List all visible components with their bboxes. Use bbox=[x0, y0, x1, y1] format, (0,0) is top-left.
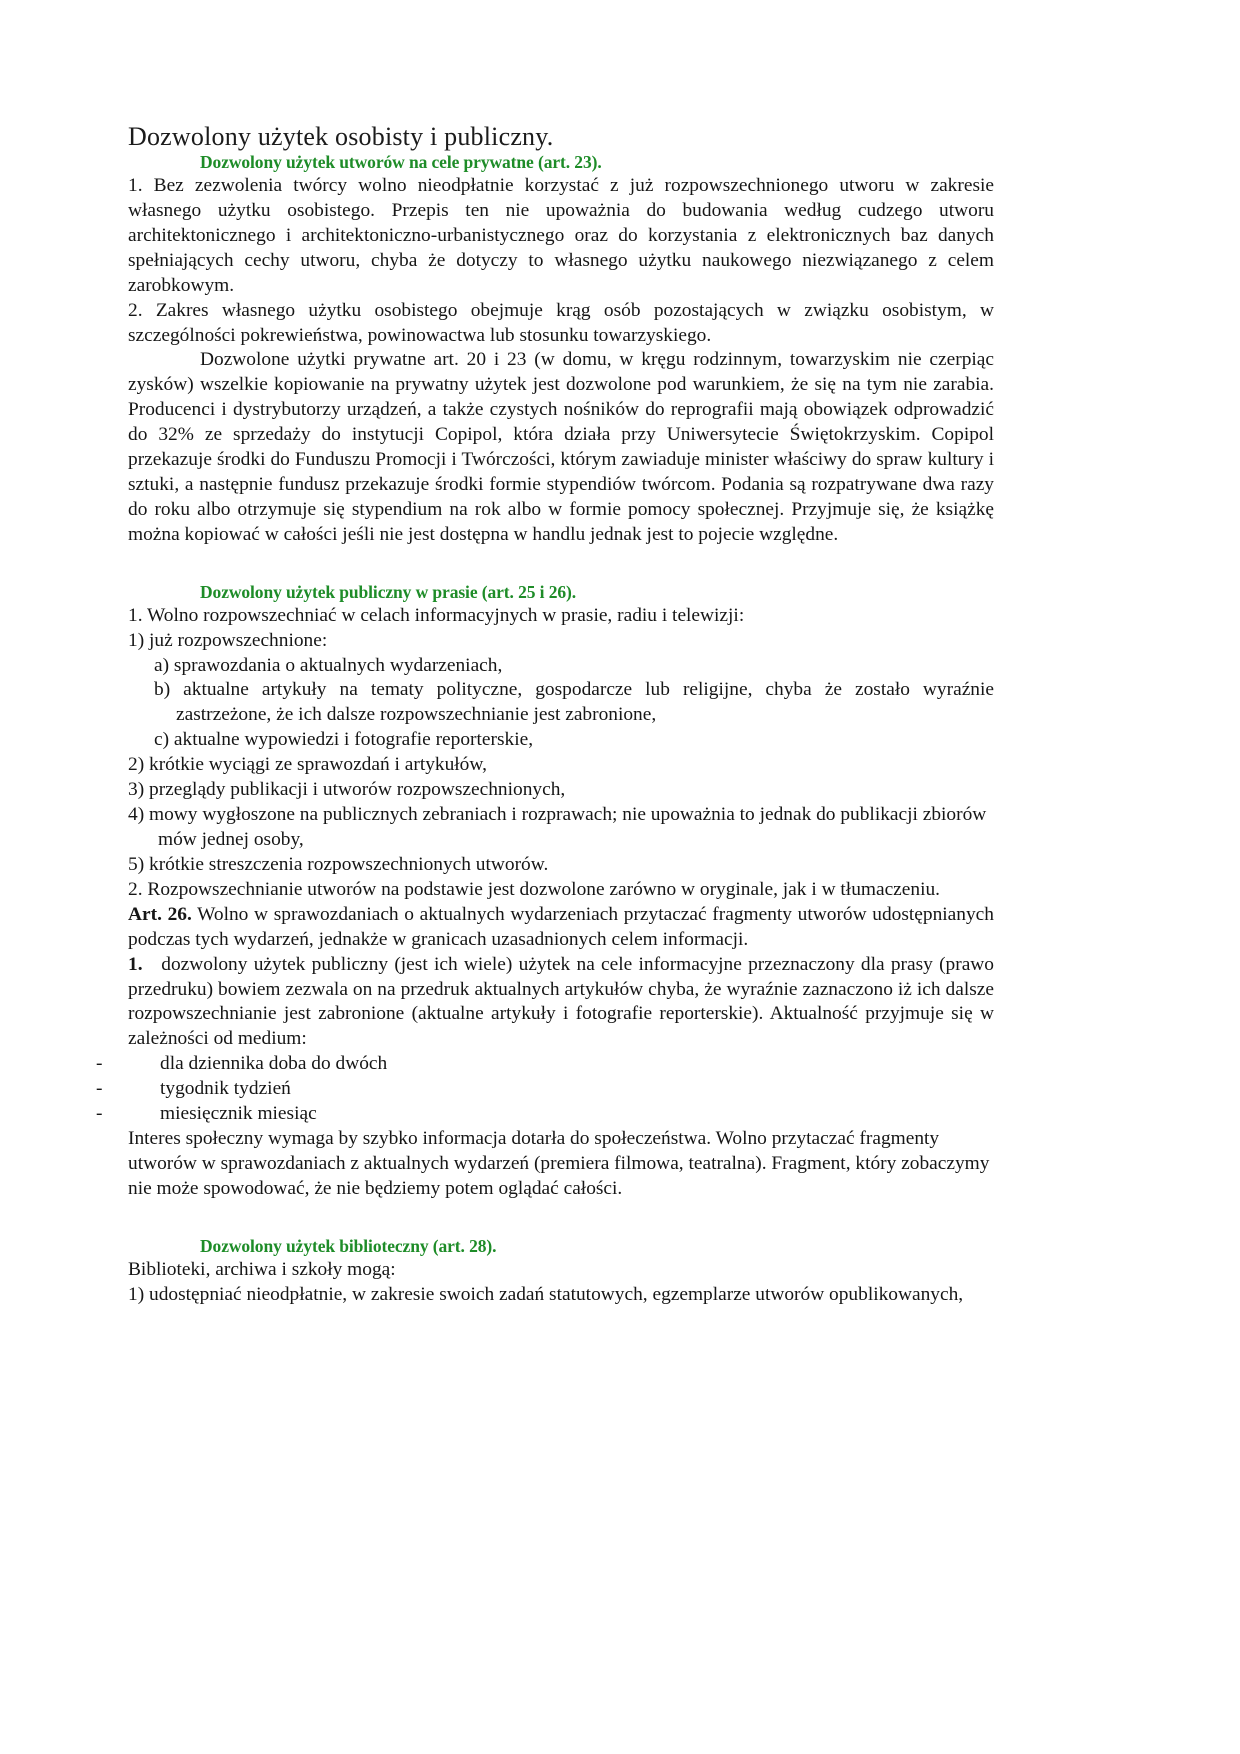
list-item: 4) mowy wygłoszone na publicznych zebraniach i rozprawach; nie upoważnia to jednak do publikacji zbiorów mów jednej osoby, bbox=[128, 804, 987, 850]
section-heading-library-use: Dozwolony użytek biblioteczny (art. 28). bbox=[200, 1235, 497, 1256]
paragraph-library-intro: Biblioteki, archiwa i szkoły mogą: bbox=[128, 1258, 396, 1280]
paragraph-art23-1: 1. Bez zezwolenia twórcy wolno nieodpłatnie korzystać z już rozpowszechnionego utworu w zakresie własnego użytku osobistego. Przepis ten nie upoważnia do budowania według cudzego utworu architektonicznego i architektoniczno-urbanistycznego oraz do korzystania z elektronicznych baz danych spełniających cechy utworu, chyba że dotyczy to własnego użytku naukowego niezwiązanego z celem zarobkowym. bbox=[128, 174, 994, 296]
dash-item-label: dla dziennika doba do dwóch bbox=[160, 1053, 388, 1075]
list-item: c) aktualne wypowiedzi i fotografie reporterskie, bbox=[154, 729, 534, 751]
dash-bullet-icon: - bbox=[96, 1103, 103, 1125]
dash-list-item bbox=[96, 1052, 994, 1077]
section-heading-private-use: Dozwolony użytek utworów na cele prywatne (art. 23). bbox=[200, 152, 602, 173]
page-title: Dozwolony użytek osobisty i publiczny. bbox=[128, 122, 554, 151]
dash-list-item bbox=[96, 1102, 994, 1127]
dash-bullet-icon: - bbox=[96, 1053, 103, 1075]
paragraph-press-intro: 1. Wolno rozpowszechniać w celach informacyjnych w prasie, radiu i telewizji: bbox=[128, 604, 745, 626]
document-content bbox=[96, 122, 995, 1308]
point1-text: dozwolony użytek publiczny (jest ich wiele) użytek na cele informacyjne przeznaczony dla prasy (prawo przedruku) bowiem zezwala on na przedruk aktualnych artykułów chyba, że wyraźnie zaznaczono iż ich dalsze rozpowszechnianie jest zabronione (aktualne artykuły i fotografie reporterskie). Aktualność przyjmuje się w zależności od medium: bbox=[128, 953, 995, 1050]
paragraph-art23-2: 2. Zakres własnego użytku osobistego obejmuje krąg osób pozostających w związku osobistym, w szczególności pokrewieństwa, powinowactwa lub stosunku towarzyskiego. bbox=[128, 299, 994, 346]
paragraph-art26 bbox=[128, 903, 994, 953]
paragraph-press-point2: 2. Rozpowszechnianie utworów na podstawie jest dozwolone zarówno w oryginale, jak i w tłumaczeniu. bbox=[128, 878, 941, 900]
list-item: b) aktualne artykuły na tematy polityczne, gospodarcze lub religijne, chyba że zostało wyraźnie zastrzeżone, że ich dalsze rozpowszechnianie jest zabronione, bbox=[154, 679, 994, 726]
paragraph-library-item-1: 1) udostępniać nieodpłatnie, w zakresie swoich zadań statutowych, egzemplarze utworów opublikowanych, bbox=[128, 1283, 964, 1305]
section-heading-press-use: Dozwolony użytek publiczny w prasie (art. 25 i 26). bbox=[200, 581, 576, 602]
paragraph-point1 bbox=[128, 953, 994, 1053]
list-item: 3) przeglądy publikacji i utworów rozpowszechnionych, bbox=[128, 779, 566, 801]
paragraph-press-closing: Interes społeczny wymaga by szybko informacja dotarła do społeczeństwa. Wolno przytaczać fragmenty utworów w sprawozdaniach z aktualnych wydarzeń (premiera filmowa, teatralna). Fragment, który zobaczymy nie może spowodować, że nie będziemy potem oglądać całości. bbox=[128, 1128, 990, 1199]
art26-text: Wolno w sprawozdaniach o aktualnych wydarzeniach przytaczać fragmenty utworów udostępnianych podczas tych wydarzeń, jednakże w granicach uzasadnionych celem informacji. bbox=[128, 903, 994, 950]
list-item: 2) krótkie wyciągi ze sprawozdań i artykułów, bbox=[128, 754, 487, 776]
dash-bullet-icon: - bbox=[96, 1078, 103, 1100]
list-item: a) sprawozdania o aktualnych wydarzeniach, bbox=[154, 654, 503, 676]
dash-list-item bbox=[96, 1077, 994, 1102]
dash-item-label: tygodnik tydzień bbox=[160, 1078, 291, 1100]
art26-label: Art. 26. bbox=[128, 903, 192, 925]
point1-label: 1. bbox=[128, 953, 143, 975]
spacer bbox=[128, 1202, 994, 1236]
list-item: 5) krótkie streszczenia rozpowszechnionych utworów. bbox=[128, 853, 549, 875]
paragraph-private-use-commentary: Dozwolone użytki prywatne art. 20 i 23 (w domu, w kręgu rodzinnym, towarzyskim nie czerpiąc zysków) wszelkie kopiowanie na prywatny użytek jest dozwolone pod warunkiem, że się na tym nie zarabia. Producenci i dystrybutorzy urządzeń, a także czystych nośników do reprografii mają obowiązek odprowadzić do 32% ze sprzedaży do instytucji Copipol, która działa przy Uniwersytecie Świętokrzyskim. Copipol przekazuje środki do Funduszu Promocji i Twórczości, którym zawiaduje minister właściwy do spraw kultury i sztuki, a następnie fundusz przekazuje środki formie stypendiów twórcom. Podania są rozpatrywane dwa razy do roku albo otrzymuje się stypendium na rok albo w formie pomocy społecznej. Przyjmuje się, że książkę można kopiować w całości jeśli nie jest dostępna w handlu jednak jest to pojecie względne. bbox=[128, 349, 994, 545]
spacer bbox=[128, 548, 994, 582]
list-item: 1) już rozpowszechnione: bbox=[128, 629, 328, 651]
dash-item-label: miesięcznik miesiąc bbox=[160, 1103, 317, 1125]
